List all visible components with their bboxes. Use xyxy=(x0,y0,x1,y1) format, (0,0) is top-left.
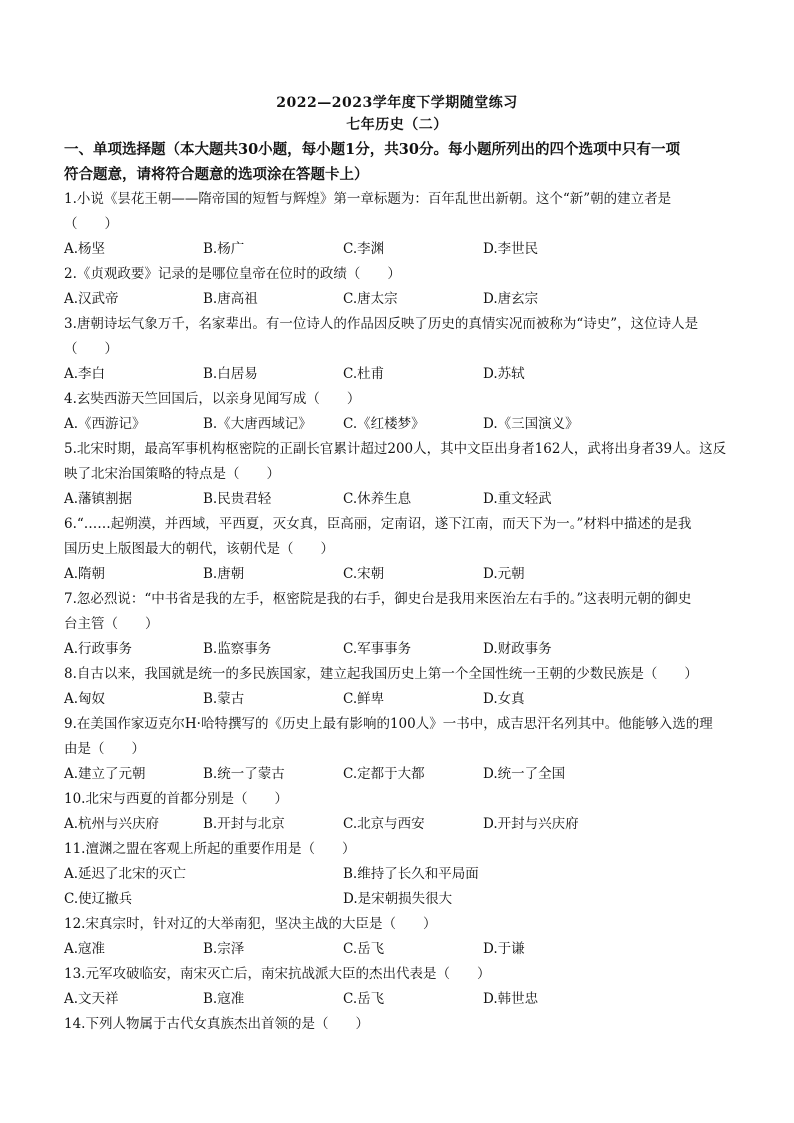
section-heading-line-1: 一、单项选择题（本大题共30小题，每小题1分，共30分。每小题所列出的四个选项中只有一项 xyxy=(64,141,680,158)
question-10-options xyxy=(64,814,734,834)
question-2-option-b: B.唐高祖 xyxy=(203,291,258,307)
question-8-option-a: A.匈奴 xyxy=(64,691,106,707)
question-12-option-b: B.宗泽 xyxy=(203,941,245,957)
question-2-stem: 2.《贞观政要》记录的是哪位皇帝在位时的政绩（ ） xyxy=(64,266,401,282)
question-3-stem-line-1: 3.唐朝诗坛气象万千，名家辈出。有一位诗人的作品因反映了历史的真情实况而被称为“诗史”，这位诗人是 xyxy=(64,316,699,332)
exam-title: 2022—2023学年度下学期随堂练习 xyxy=(276,95,518,111)
question-9-stem-line-1: 9.在美国作家迈克尔H·哈特撰写的《历史上最有影响的100人》一书中，成吉思汗名列其中。他能够入选的理 xyxy=(64,716,713,732)
question-1-options xyxy=(64,239,734,259)
question-10-option-d: D.开封与兴庆府 xyxy=(483,816,579,832)
question-3-option-c: C.杜甫 xyxy=(343,366,385,382)
question-11-option-c: C.使辽撤兵 xyxy=(64,891,133,907)
question-5-option-c: C.休养生息 xyxy=(343,491,412,507)
question-6-option-a: A.隋朝 xyxy=(64,566,106,582)
question-8-option-c: C.鲜卑 xyxy=(343,691,385,707)
section-heading-line-2: 符合题意，请将符合题意的选项涂在答题卡上） xyxy=(64,166,369,183)
question-5-stem-line-2: 映了北宋治国策略的特点是（ ） xyxy=(64,466,280,482)
question-2-option-a: A.汉武帝 xyxy=(64,291,119,307)
question-1-option-a: A.杨坚 xyxy=(64,241,106,257)
question-11-options-row-2 xyxy=(64,889,734,909)
question-12-option-a: A.寇准 xyxy=(64,941,106,957)
question-6-stem-line-2: 国历史上版图最大的朝代，该朝代是（ ） xyxy=(64,541,334,557)
question-13-option-c: C.岳飞 xyxy=(343,991,385,1007)
question-3-stem-line-2: （ ） xyxy=(64,341,118,357)
question-14-stem: 14.下列人物属于古代女真族杰出首领的是（ ） xyxy=(64,1016,369,1032)
question-11-option-a: A.延迟了北宋的灭亡 xyxy=(64,866,187,882)
question-10-option-b: B.开封与北京 xyxy=(203,816,285,832)
question-11-stem: 11.澶渊之盟在客观上所起的重要作用是（ ） xyxy=(64,841,356,857)
question-6-option-b: B.唐朝 xyxy=(203,566,245,582)
question-11-option-d: D.是宋朝损失很大 xyxy=(343,891,453,907)
question-6-option-d: D.元朝 xyxy=(483,566,525,582)
question-7-options xyxy=(64,639,734,659)
question-7-stem-line-2: 台主管（ ） xyxy=(64,616,159,632)
question-4-option-a: A.《西游记》 xyxy=(64,416,146,432)
question-5-options xyxy=(64,489,734,509)
question-12-stem: 12.宋真宗时，针对辽的大举南犯，坚决主战的大臣是（ ） xyxy=(64,916,437,932)
question-8-stem: 8.自古以来，我国就是统一的多民族国家，建立起我国历史上第一个全国性统一王朝的少数民族是（ ） xyxy=(64,666,698,682)
question-1-option-d: D.李世民 xyxy=(483,241,539,257)
question-4-option-d: D.《三国演义》 xyxy=(483,416,579,432)
question-5-stem-line-1: 5.北宋时期，最高军事机构枢密院的正副长官累计超过200人，其中文臣出身者162人，武将出身者39人。这反 xyxy=(64,441,727,457)
question-10-stem: 10.北宋与西夏的首都分别是（ ） xyxy=(64,791,288,807)
section-heading xyxy=(64,137,734,187)
question-6-options xyxy=(64,564,734,584)
question-5-option-d: D.重文轻武 xyxy=(483,491,552,507)
question-7-option-d: D.财政事务 xyxy=(483,641,552,657)
question-1-stem-line-1: 1.小说《昙花王朝——隋帝国的短暂与辉煌》第一章标题为：百年乱世出新朝。这个“新”朝的建立者是 xyxy=(64,191,672,207)
question-6-option-c: C.宋朝 xyxy=(343,566,385,582)
question-9-option-c: C.定都于大都 xyxy=(343,766,425,782)
question-3-option-b: B.白居易 xyxy=(203,366,258,382)
exam-subtitle: 七年历史（二） xyxy=(346,117,448,133)
question-5-option-b: B.民贵君轻 xyxy=(203,491,272,507)
question-13-option-b: B.寇准 xyxy=(203,991,245,1007)
question-2-options xyxy=(64,289,734,309)
question-12-option-d: D.于谦 xyxy=(483,941,525,957)
question-8-option-b: B.蒙古 xyxy=(203,691,245,707)
question-13-option-d: D.韩世忠 xyxy=(483,991,539,1007)
question-9-stem-line-2: 由是（ ） xyxy=(64,741,145,757)
question-8-option-d: D.女真 xyxy=(483,691,525,707)
question-4-option-b: B.《大唐西域记》 xyxy=(203,416,312,432)
question-1-stem-line-2: （ ） xyxy=(64,216,118,232)
question-7-option-a: A.行政事务 xyxy=(64,641,133,657)
question-13-stem: 13.元军攻破临安，南宋灭亡后，南宋抗战派大臣的杰出代表是（ ） xyxy=(64,966,491,982)
question-4-option-c: C.《红楼梦》 xyxy=(343,416,425,432)
question-9-options xyxy=(64,764,734,784)
question-11-option-b: B.维持了长久和平局面 xyxy=(343,866,479,882)
question-1-option-c: C.李渊 xyxy=(343,241,385,257)
question-9-option-a: A.建立了元朝 xyxy=(64,766,146,782)
question-4-options xyxy=(64,414,734,434)
question-13-option-a: A.文天祥 xyxy=(64,991,119,1007)
question-8-options xyxy=(64,689,734,709)
question-3-option-a: A.李白 xyxy=(64,366,106,382)
question-10-option-a: A.杭州与兴庆府 xyxy=(64,816,160,832)
question-4-stem: 4.玄奘西游天竺回国后，以亲身见闻写成（ ） xyxy=(64,391,361,407)
question-3-option-d: D.苏轼 xyxy=(483,366,525,382)
question-6-stem-line-1: 6.“……起朔漠，并西域，平西夏，灭女真，臣高丽，定南诏，遂下江南，而天下为一。”材料中描述的是我 xyxy=(64,516,692,532)
question-1-option-b: B.杨广 xyxy=(203,241,245,257)
question-9-option-b: B.统一了蒙古 xyxy=(203,766,285,782)
question-9-option-d: D.统一了全国 xyxy=(483,766,566,782)
question-2-option-c: C.唐太宗 xyxy=(343,291,398,307)
question-13-options xyxy=(64,989,734,1009)
question-7-stem-line-1: 7.忽必烈说：“中书省是我的左手，枢密院是我的右手，御史台是我用来医治左右手的。”这表明元朝的御史 xyxy=(64,591,692,607)
question-7-option-c: C.军事事务 xyxy=(343,641,412,657)
question-5-option-a: A.藩镇割据 xyxy=(64,491,133,507)
question-12-options xyxy=(64,939,734,959)
question-10-option-c: C.北京与西安 xyxy=(343,816,425,832)
question-2-option-d: D.唐玄宗 xyxy=(483,291,539,307)
question-3-options xyxy=(64,364,734,384)
question-11-options-row-1 xyxy=(64,864,734,884)
question-12-option-c: C.岳飞 xyxy=(343,941,385,957)
question-7-option-b: B.监察事务 xyxy=(203,641,272,657)
